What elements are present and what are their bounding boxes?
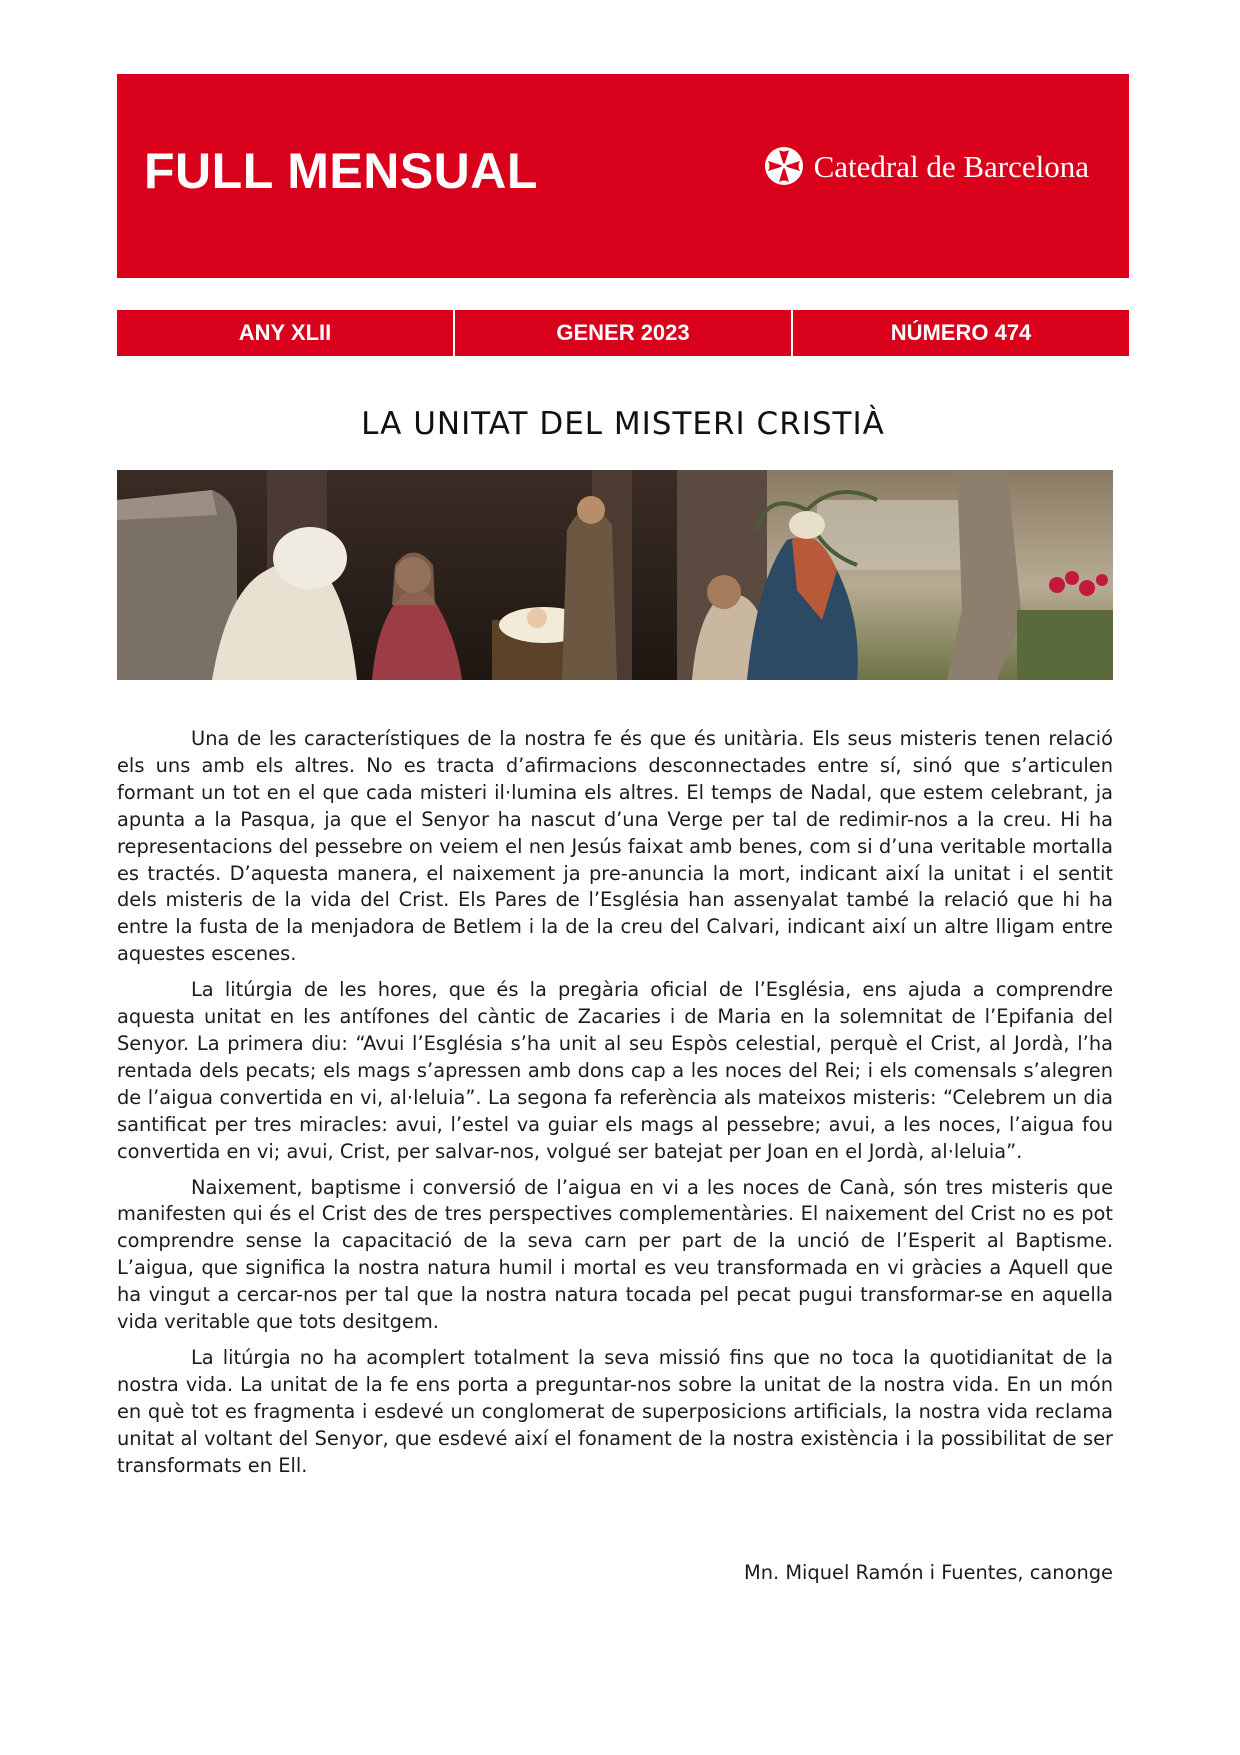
masthead-title: FULL MENSUAL [144, 143, 538, 199]
article-paragraph: La litúrgia de les hores, que és la pregària oficial de l’Església, ens ajuda a comprendre aquesta unitat en les antífones del càntic de Zacaries i de Maria en la solemnitat de l’Epifania del Senyor. La primera diu: “Avui l’Església s’ha unit al seu Espòs celestial, perquè el Crist, al Jordà, l’ha rentada dels pecats; els mags s’apressen amb dons cap a les noces del Rei; i els comensals s’alegren de l’aigua convertida en vi, al·leluia”. La segona fa referència als mateixos misteris: “Celebrem un dia santificat per tres miracles: avui, l’estel va guiar els mags al pessebre; avui, a les noces, l’aigua fou convertida en vi; avui, Crist, per salvar-nos, volgué ser batejat per Joan en el Jordà, al·leluia”. [117, 978, 1113, 1163]
brand-logo [764, 146, 1089, 186]
article-paragraph: Una de les característiques de la nostra fe és que és unitària. Els seus misteris tenen relació els uns amb els altres. No es tracta d’afirmacions desconnectades entre sí, sinó que s’articulen formant un tot en el que cada misteri il·lumina els altres. El temps de Nadal, que estem celebrant, ja apunta a la Pasqua, ja que el Senyor ha nascut d’una Verge per tal de redimir-nos a la creu. Hi ha representacions del pessebre on veiem el nen Jesús faixat amb benes, com si d’una veritable mortalla es tractés. D’aquesta manera, el naixement ja pre-anuncia la mort, indicant així la unitat i el sentit dels misteris de la vida del Crist. Els Pares de l’Església han assenyalat també la relació que hi ha entre la fusta de la menjadora de Betlem i la de la creu del Calvari, indicant així un altre lligam entre aquestes escenes. [117, 727, 1113, 966]
masthead [117, 74, 1129, 278]
nativity-scene-photo [117, 470, 1113, 680]
article-body [117, 726, 1113, 1488]
issue-info-bar [117, 310, 1129, 356]
issue-year: ANY XLII [238, 320, 332, 345]
author-signature: Mn. Miquel Ramón i Fuentes, canonge [743, 1561, 1113, 1584]
issue-month: GENER 2023 [453, 310, 791, 356]
brand-name: Catedral de Barcelona [813, 148, 1089, 184]
article-paragraph: Naixement, baptisme i conversió de l’aigua en vi a les noces de Canà, són tres misteris que manifesten qui és el Crist des de tres perspectives complementàries. El naixement del Crist no es pot comprendre sense la capacitació de la seva carn per part de la unció de l’Esperit al Baptisme. L’aigua, que significa la nostra natura humil i mortal es veu transformada en vi gràcies a Aquell que ha vingut a cercar-nos per tal que la nostra natura tocada pel pecat pugui transformar-se en aquella vida veritable que tots desitgem. [117, 1175, 1113, 1334]
cross-emblem-icon [764, 146, 804, 186]
article-title: LA UNITAT DEL MISTERI CRISTIÀ [361, 406, 885, 442]
article-paragraph: La litúrgia no ha acomplert totalment la seva missió fins que no toca la quotidianitat de la nostra vida. La unitat de la fe ens porta a preguntar-nos sobre la unitat de la nostra vida. En un món en què tot es fragmenta i esdevé un conglomerat de superposicions artificials, la nostra vida reclama unitat al voltant del Senyor, que esdevé així el fonament de la nostra existència i la possibilitat de ser transformats en Ell. [117, 1345, 1113, 1477]
issue-number: NÚMERO 474 [791, 310, 1129, 356]
